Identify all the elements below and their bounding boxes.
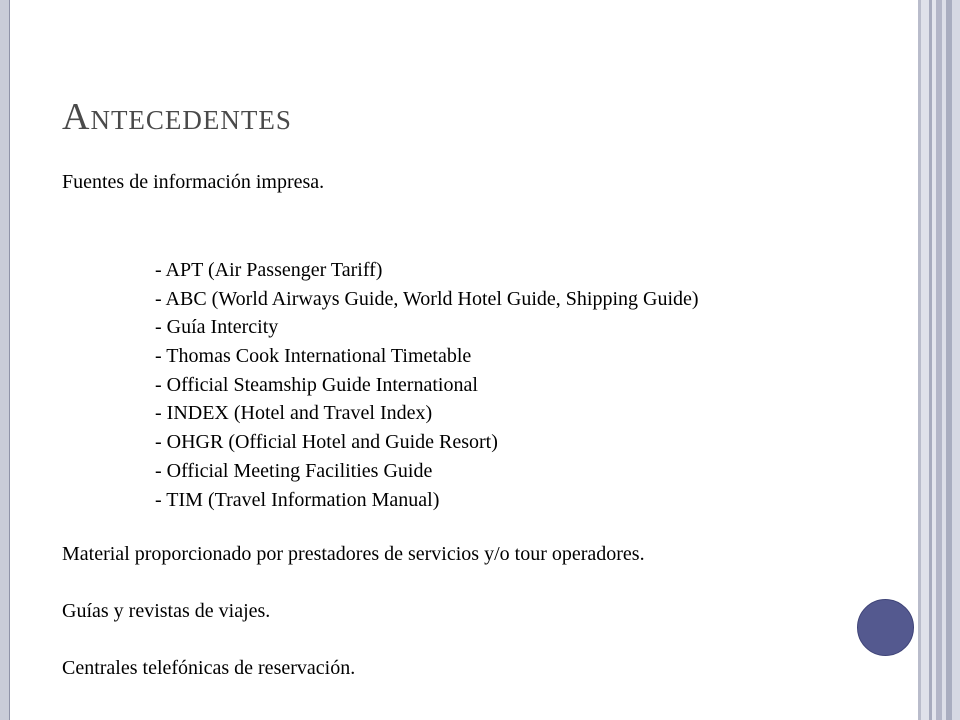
source-list — [155, 256, 699, 514]
list-item: - ABC (World Airways Guide, World Hotel Guide, Shipping Guide) — [155, 287, 699, 310]
list-item: - OHGR (Official Hotel and Guide Resort) — [155, 431, 498, 454]
left-frame-border — [0, 0, 9, 720]
paragraph: Guías y revistas de viajes. — [62, 600, 271, 622]
right-stripe — [921, 0, 929, 720]
list-item: - APT (Air Passenger Tariff) — [155, 259, 383, 281]
list-item: - Thomas Cook International Timetable — [155, 345, 472, 368]
list-item: - TIM (Travel Information Manual) — [155, 488, 440, 511]
paragraph: Material proporcionado por prestadores de servicios y/o tour operadores. — [62, 543, 645, 565]
right-stripe — [952, 0, 960, 720]
accent-circle — [857, 599, 914, 656]
subtitle: Fuentes de información impresa. — [62, 171, 325, 193]
list-item: - INDEX (Hotel and Travel Index) — [155, 402, 433, 425]
list-item: - Guía Intercity — [155, 316, 279, 339]
list-item: - Official Meeting Facilities Guide — [155, 459, 433, 482]
left-frame-line — [9, 0, 10, 720]
list-item: - Official Steamship Guide International — [155, 373, 478, 396]
slide-title: Antecedentes — [62, 96, 292, 138]
paragraph: Centrales telefónicas de reservación. — [62, 657, 356, 679]
